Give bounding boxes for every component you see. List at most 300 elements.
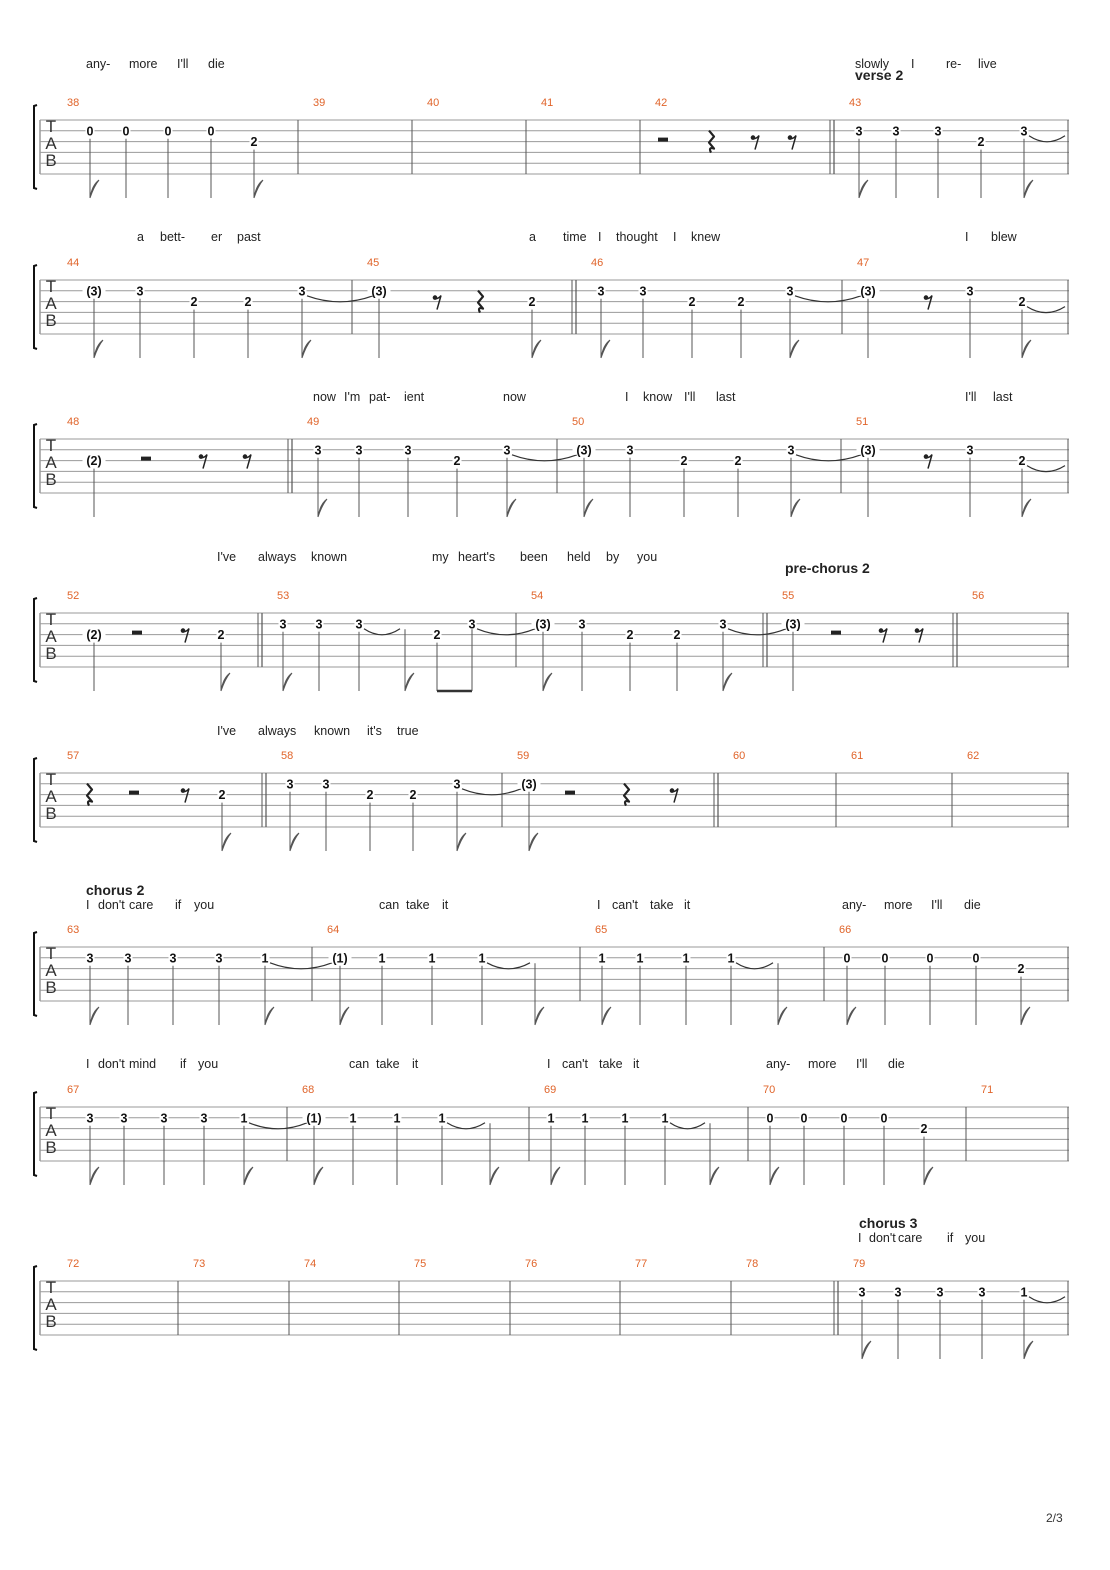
fret-number: 2 <box>920 1122 928 1137</box>
lyric-syllable: you <box>194 898 215 912</box>
note-flag <box>457 833 466 851</box>
fret-number: 3 <box>124 951 132 966</box>
lyric-syllable: I <box>86 898 90 912</box>
measure <box>304 1258 399 1335</box>
measure-number: 48 <box>67 416 80 428</box>
fret-number: 3 <box>322 777 330 792</box>
lyric-syllable: don't <box>98 1057 125 1071</box>
lyric-syllable: ient <box>404 390 425 404</box>
tie-arc <box>736 963 773 969</box>
measure <box>313 97 412 174</box>
lyric-syllable: you <box>198 1057 219 1071</box>
lyric-syllable: can <box>379 898 400 912</box>
lyric-syllable: I <box>673 230 677 244</box>
fret-number: 1 <box>393 1111 401 1126</box>
tie-arc <box>1027 307 1065 313</box>
fret-number: 2 <box>734 454 742 469</box>
measure-number: 60 <box>733 750 746 762</box>
lyric-syllable: any- <box>766 1057 791 1071</box>
lyric-syllable: if <box>175 898 182 912</box>
lyric-syllable: any- <box>86 57 111 71</box>
lyric-syllable: I <box>597 898 601 912</box>
measure-number: 49 <box>307 416 320 428</box>
measure-number: 53 <box>277 590 290 602</box>
lyric-syllable: more <box>884 898 913 912</box>
tab-clef-letter: A <box>45 294 57 313</box>
measure-number: 38 <box>67 97 80 109</box>
section-label: verse 2 <box>855 67 904 83</box>
fret-number: 3 <box>503 443 511 458</box>
lyric-syllable: I'll <box>856 1057 868 1071</box>
measure <box>733 750 836 827</box>
fret-number: 2 <box>366 788 374 803</box>
fret-number: 1 <box>621 1111 629 1126</box>
fret-number: 3 <box>215 951 223 966</box>
note-flag <box>1022 499 1031 517</box>
note-flag <box>723 673 732 691</box>
note-flag <box>265 1007 274 1025</box>
measure-number: 70 <box>763 1084 776 1096</box>
fret-number: (2) <box>86 454 102 469</box>
half-rest <box>565 791 575 795</box>
tie-arc <box>307 296 373 302</box>
tab-system <box>34 1084 1069 1185</box>
tie-arc <box>477 629 535 635</box>
tab-clef-letter: B <box>45 978 57 997</box>
lyric-syllable: take <box>650 898 674 912</box>
fret-number: 1 <box>547 1111 555 1126</box>
lyric-syllable: pat- <box>369 390 391 404</box>
lyric-syllable: I <box>625 390 629 404</box>
measure <box>67 1084 307 1185</box>
measure-number: 69 <box>544 1084 557 1096</box>
tab-clef-letter: B <box>45 311 57 330</box>
fret-number: 3 <box>934 124 942 139</box>
tab-clef-letter: T <box>45 610 57 629</box>
measure-number: 63 <box>67 924 80 936</box>
measure-number: 45 <box>367 257 380 269</box>
measure <box>67 924 332 1025</box>
measure <box>849 97 1068 198</box>
lyric-syllable: a <box>137 230 144 244</box>
fret-number: 2 <box>217 628 225 643</box>
tab-clef-letter: B <box>45 151 57 170</box>
note-flag <box>847 1007 856 1025</box>
measure <box>67 416 292 517</box>
half-rest <box>132 631 142 635</box>
note-flag <box>1024 180 1033 198</box>
tab-system <box>34 1258 1069 1359</box>
measure-number: 76 <box>525 1258 538 1270</box>
fret-number: (3) <box>860 284 876 299</box>
note-flag <box>314 1167 323 1185</box>
fret-number: 0 <box>800 1111 808 1126</box>
tab-clef-letter: T <box>45 944 57 963</box>
tab-clef-letter: A <box>45 1121 57 1140</box>
fret-number: 0 <box>766 1111 774 1126</box>
fret-number: 0 <box>880 1111 888 1126</box>
measure-number: 75 <box>414 1258 427 1270</box>
lyric-syllable: I <box>911 57 915 71</box>
note-flag <box>602 1007 611 1025</box>
lyric-syllable: I'll <box>965 390 977 404</box>
fret-number: 3 <box>894 1285 902 1300</box>
measure-number: 74 <box>304 1258 317 1270</box>
tab-clef-letter: A <box>45 961 57 980</box>
fret-number: 0 <box>207 124 215 139</box>
system-bracket <box>34 932 37 1016</box>
fret-number: (3) <box>371 284 387 299</box>
system-bracket <box>34 1092 37 1176</box>
tie-arc <box>462 789 521 795</box>
fret-number: 3 <box>286 777 294 792</box>
measure <box>746 1258 838 1335</box>
lyric-syllable: true <box>397 724 419 738</box>
tab-clef-letter: B <box>45 644 57 663</box>
measure <box>67 750 266 851</box>
fret-number: (3) <box>535 617 551 632</box>
note-flag <box>222 833 231 851</box>
note-flag <box>1022 340 1031 358</box>
measure <box>281 750 521 851</box>
tab-clef-letter: A <box>45 787 57 806</box>
lyric-syllable: take <box>406 898 430 912</box>
fret-number: 1 <box>1020 1285 1028 1300</box>
measure <box>857 257 1069 358</box>
note-flag <box>302 340 311 358</box>
measure-number: 41 <box>541 97 554 109</box>
fret-number: 2 <box>250 135 258 150</box>
fret-number: 1 <box>682 951 690 966</box>
fret-number: 3 <box>120 1111 128 1126</box>
note-flag <box>1024 1341 1033 1359</box>
fret-number: (3) <box>785 617 801 632</box>
lyric-syllable: you <box>965 1231 986 1245</box>
lyric-syllable: I <box>547 1057 551 1071</box>
tab-clef-letter: T <box>45 1104 57 1123</box>
note-flag <box>94 340 103 358</box>
fret-number: 1 <box>349 1111 357 1126</box>
fret-number: 3 <box>355 617 363 632</box>
lyric-syllable: can <box>349 1057 370 1071</box>
note-flag <box>859 180 868 198</box>
lyric-syllable: always <box>258 550 297 564</box>
lyric-syllable: take <box>599 1057 623 1071</box>
fret-number: 3 <box>86 951 94 966</box>
fret-number: 2 <box>190 295 198 310</box>
note-flag <box>543 673 552 691</box>
section-label: pre-chorus 2 <box>785 560 870 576</box>
measure <box>427 97 526 174</box>
system-bracket <box>34 1266 37 1350</box>
note-flag <box>283 673 292 691</box>
measure-number: 78 <box>746 1258 759 1270</box>
fret-number: 1 <box>581 1111 589 1126</box>
measure <box>853 1258 1068 1359</box>
fret-number: (3) <box>86 284 102 299</box>
lyric-syllable: can't <box>562 1057 589 1071</box>
fret-number: 3 <box>597 284 605 299</box>
measure-number: 65 <box>595 924 608 936</box>
measure <box>544 1084 748 1185</box>
tab-system <box>34 97 1069 198</box>
lyric-syllable: can't <box>612 898 639 912</box>
fret-number: 2 <box>453 454 461 469</box>
lyric-syllable: it <box>412 1057 419 1071</box>
section-label: chorus 2 <box>86 882 145 898</box>
measure <box>782 590 958 691</box>
lyric-syllable: more <box>808 1057 837 1071</box>
tie-arc <box>270 963 332 969</box>
lyric-syllable: it <box>442 898 449 912</box>
lyric-syllable: knew <box>691 230 721 244</box>
note-flag <box>90 1167 99 1185</box>
measure <box>414 1258 510 1335</box>
fret-number: 0 <box>972 951 980 966</box>
tie-arc <box>670 1123 705 1129</box>
fret-number: (1) <box>306 1111 322 1126</box>
lyric-syllable: any- <box>842 898 867 912</box>
fret-number: 1 <box>261 951 269 966</box>
fret-number: 3 <box>966 443 974 458</box>
note-flag <box>90 1007 99 1025</box>
fret-number: 3 <box>169 951 177 966</box>
tab-clef-letter: B <box>45 1138 57 1157</box>
lyric-syllable: don't <box>98 898 125 912</box>
measure-number: 73 <box>193 1258 206 1270</box>
note-flag <box>710 1167 719 1185</box>
fret-number: 1 <box>438 1111 446 1126</box>
lyric-syllable: er <box>211 230 223 244</box>
note-flag <box>318 499 327 517</box>
fret-number: 2 <box>409 788 417 803</box>
lyric-syllable: blew <box>991 230 1017 244</box>
lyric-syllable: mind <box>129 1057 157 1071</box>
half-rest <box>129 791 139 795</box>
lyric-syllable: I'll <box>177 57 189 71</box>
lyric-syllable: care <box>898 1231 923 1245</box>
measure <box>531 590 786 691</box>
lyric-syllable: known <box>311 550 348 564</box>
measure-number: 55 <box>782 590 795 602</box>
note-flag <box>535 1007 544 1025</box>
half-rest <box>658 138 668 142</box>
measure <box>525 1258 620 1335</box>
lyric-syllable: I'm <box>344 390 361 404</box>
measure-number: 51 <box>856 416 869 428</box>
fret-number: 2 <box>1017 962 1025 977</box>
tab-clef-letter: A <box>45 1295 57 1314</box>
lyric-syllable: slowly <box>855 57 890 71</box>
fret-number: 1 <box>240 1111 248 1126</box>
measure <box>591 257 861 358</box>
measure <box>981 1084 1068 1161</box>
fret-number: 3 <box>978 1285 986 1300</box>
fret-number: 0 <box>122 124 130 139</box>
measure <box>839 924 1068 1025</box>
fret-number: 3 <box>639 284 647 299</box>
fret-number: 3 <box>787 443 795 458</box>
measure <box>517 750 718 851</box>
fret-number: 1 <box>727 951 735 966</box>
fret-number: 0 <box>164 124 172 139</box>
lyric-syllable: a <box>529 230 536 244</box>
fret-number: 3 <box>858 1285 866 1300</box>
tab-system <box>34 750 1069 851</box>
lyric-syllable: by <box>606 550 620 564</box>
lyric-syllable: care <box>129 898 154 912</box>
tab-clef-letter: A <box>45 134 57 153</box>
measure-number: 62 <box>967 750 980 762</box>
tie-arc <box>1029 136 1065 142</box>
system-bracket <box>34 758 37 842</box>
measure <box>763 1084 966 1185</box>
fret-number: (3) <box>521 777 537 792</box>
lyric-syllable: always <box>258 724 297 738</box>
measure-number: 57 <box>67 750 80 762</box>
tie-arc <box>1027 466 1065 472</box>
measure-number: 71 <box>981 1084 994 1096</box>
lyric-syllable: held <box>567 550 591 564</box>
lyric-syllable: die <box>888 1057 905 1071</box>
tie-arc <box>447 1123 485 1129</box>
measure-number: 46 <box>591 257 604 269</box>
lyric-syllable: if <box>947 1231 954 1245</box>
lyric-syllable: I've <box>217 724 237 738</box>
fret-number: (3) <box>576 443 592 458</box>
lyric-syllable: if <box>180 1057 187 1071</box>
measure <box>67 1258 178 1335</box>
fret-number: 2 <box>218 788 226 803</box>
lyric-syllable: known <box>314 724 351 738</box>
measure-number: 50 <box>572 416 585 428</box>
section-label: chorus 3 <box>859 1215 918 1231</box>
lyric-syllable: I <box>86 1057 90 1071</box>
lyric-syllable: heart's <box>458 550 496 564</box>
fret-number: (2) <box>86 628 102 643</box>
lyric-syllable: now <box>503 390 526 404</box>
measure <box>635 1258 731 1335</box>
fret-number: 2 <box>1018 295 1026 310</box>
lyric-syllable: last <box>993 390 1013 404</box>
fret-number: 3 <box>1020 124 1028 139</box>
tie-arc <box>728 629 786 635</box>
fret-number: (1) <box>332 951 348 966</box>
measure-number: 52 <box>67 590 80 602</box>
note-flag <box>778 1007 787 1025</box>
fret-number: 3 <box>315 617 323 632</box>
lyric-syllable: thought <box>616 230 658 244</box>
lyric-syllable: re- <box>946 57 962 71</box>
fret-number: 2 <box>244 295 252 310</box>
lyric-syllable: time <box>563 230 587 244</box>
lyric-syllable: die <box>964 898 981 912</box>
fret-number: (3) <box>860 443 876 458</box>
lyric-syllable: take <box>376 1057 400 1071</box>
measure-number: 44 <box>67 257 80 269</box>
lyric-syllable: past <box>237 230 261 244</box>
measure-number: 64 <box>327 924 340 936</box>
fret-number: 2 <box>977 135 985 150</box>
lyric-syllable: it's <box>367 724 382 738</box>
tie-arc <box>487 963 530 969</box>
note-flag <box>290 833 299 851</box>
measure-number: 59 <box>517 750 530 762</box>
fret-number: 0 <box>881 951 889 966</box>
system-bracket <box>34 424 37 508</box>
fret-number: 2 <box>680 454 688 469</box>
note-flag <box>924 1167 933 1185</box>
fret-number: 1 <box>661 1111 669 1126</box>
measure <box>277 590 535 691</box>
fret-number: 3 <box>786 284 794 299</box>
lyric-syllable: last <box>716 390 736 404</box>
measure-number: 61 <box>851 750 864 762</box>
lyric-syllable: I <box>598 230 602 244</box>
fret-number: 2 <box>433 628 441 643</box>
note-flag <box>490 1167 499 1185</box>
fret-number: 3 <box>355 443 363 458</box>
fret-number: 3 <box>892 124 900 139</box>
fret-number: 3 <box>719 617 727 632</box>
tab-clef-letter: B <box>45 804 57 823</box>
tab-clef-letter: T <box>45 436 57 455</box>
system-bracket <box>34 265 37 349</box>
measure <box>595 924 824 1025</box>
measure <box>851 750 952 827</box>
measure <box>302 1084 529 1185</box>
note-flag <box>90 180 99 198</box>
measure <box>67 590 262 691</box>
fret-number: 0 <box>840 1111 848 1126</box>
measure <box>967 750 1068 827</box>
measure-number: 40 <box>427 97 440 109</box>
lyric-syllable: don't <box>869 1231 896 1245</box>
fret-number: 0 <box>86 124 94 139</box>
measure <box>67 97 298 198</box>
note-flag <box>862 1341 871 1359</box>
measure <box>856 416 1068 517</box>
half-rest <box>141 457 151 461</box>
measure-number: 43 <box>849 97 862 109</box>
measure-number: 54 <box>531 590 544 602</box>
note-flag <box>601 340 610 358</box>
tab-system <box>34 416 1069 517</box>
note-flag <box>221 673 230 691</box>
note-flag <box>770 1167 779 1185</box>
page-number: 2/3 <box>1046 1511 1063 1525</box>
fret-number: 1 <box>636 951 644 966</box>
tab-clef-letter: T <box>45 117 57 136</box>
fret-number: 3 <box>314 443 322 458</box>
fret-number: 3 <box>626 443 634 458</box>
fret-number: 1 <box>478 951 486 966</box>
tab-clef-letter: B <box>45 1312 57 1331</box>
note-flag <box>584 499 593 517</box>
note-flag <box>790 340 799 358</box>
measure-number: 72 <box>67 1258 80 1270</box>
fret-number: 3 <box>855 124 863 139</box>
lyric-syllable: now <box>313 390 336 404</box>
fret-number: 3 <box>966 284 974 299</box>
tab-clef-letter: T <box>45 277 57 296</box>
lyric-syllable: I'll <box>684 390 696 404</box>
lyric-syllable: die <box>208 57 225 71</box>
lyric-syllable: it <box>684 898 691 912</box>
fret-number: 1 <box>428 951 436 966</box>
fret-number: 3 <box>453 777 461 792</box>
measure <box>655 97 834 174</box>
